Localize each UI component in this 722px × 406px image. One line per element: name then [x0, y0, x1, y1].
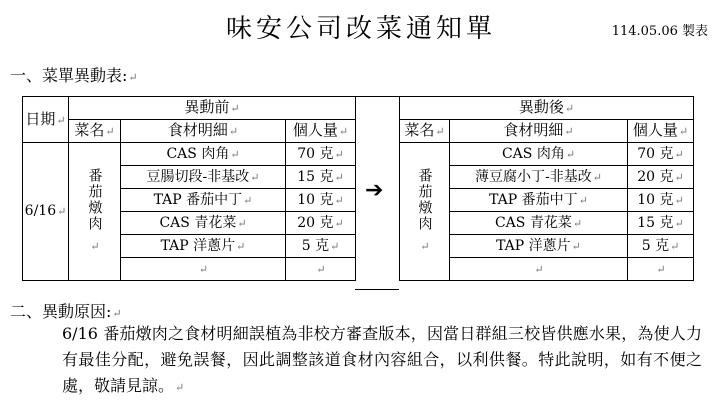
section-change-reason: [10, 299, 122, 322]
table-row: 5 克↵: [286, 235, 356, 258]
col-dish-header: 菜名↵: [400, 120, 450, 143]
arrow-icon: ➔: [365, 178, 384, 203]
table-row: CAS 肉角↵: [450, 143, 628, 166]
table-row: 5 克↵: [628, 235, 694, 258]
table-row: 20 克↵: [286, 212, 356, 235]
table-row: 15 克↵: [628, 212, 694, 235]
table-row: TAP 番茄中丁↵: [450, 189, 628, 212]
table-row: CAS 肉角↵: [121, 143, 286, 166]
return-mark-icon: ↵: [112, 307, 122, 320]
col-amount-header: 個人量↵: [628, 120, 694, 143]
col-ingredient-header: 食材明細↵: [450, 120, 628, 143]
empty-cell: ↵: [121, 258, 286, 281]
table-row: TAP 洋蔥片↵: [121, 235, 286, 258]
table-row: 70 克↵: [628, 143, 694, 166]
after-dish-cell: 番茄燉肉 ↵: [400, 143, 450, 281]
before-table: [22, 96, 356, 281]
after-table: [399, 96, 694, 281]
after-header: 異動後↵: [400, 97, 694, 120]
table-row: 10 克↵: [628, 189, 694, 212]
section-menu-changes-label: 一、菜單異動表:: [10, 66, 128, 85]
table-row: 15 克↵: [286, 166, 356, 189]
table-row: 70 克↵: [286, 143, 356, 166]
page-title: 味安公司改菜通知單: [225, 14, 496, 44]
col-dish-header: 菜名↵: [69, 120, 121, 143]
return-mark-icon: ↵: [128, 71, 138, 84]
change-reason-text: 6/16 番茄燉肉之食材明細誤植為非校方審查版本，因當日群組三校皆供應水果，為使人力有最佳分配，避免誤餐，因此調整該道食材內容組合，以利供餐。特此說明，如有不便之處，敬請見諒。↵: [62, 324, 702, 395]
section-menu-changes: [10, 63, 138, 86]
issue-date: 114.05.06 製表: [611, 24, 708, 39]
table-row: CAS 青花菜↵: [121, 212, 286, 235]
col-amount-header: 個人量↵: [286, 120, 356, 143]
table-row: 薄豆腐小丁-非基改↵: [450, 166, 628, 189]
table-row: 20 克↵: [628, 166, 694, 189]
table-row: TAP 洋蔥片↵: [450, 235, 628, 258]
before-dish-cell: 番茄燉肉 ↵: [69, 143, 121, 281]
date-cell: 6/16↵: [23, 143, 69, 281]
section-change-reason-label: 二、異動原因:: [10, 302, 112, 321]
table-row: CAS 青花菜↵: [450, 212, 628, 235]
table-row: 10 克↵: [286, 189, 356, 212]
col-ingredient-header: 食材明細↵: [121, 120, 286, 143]
date-header: 日期↵: [23, 97, 69, 143]
empty-cell: ↵: [450, 258, 628, 281]
table-row: TAP 番茄中丁↵: [121, 189, 286, 212]
table-row: 豆腸切段-非基改↵: [121, 166, 286, 189]
empty-cell: ↵: [286, 258, 356, 281]
before-header: 異動前↵: [69, 97, 356, 120]
empty-cell: ↵: [628, 258, 694, 281]
